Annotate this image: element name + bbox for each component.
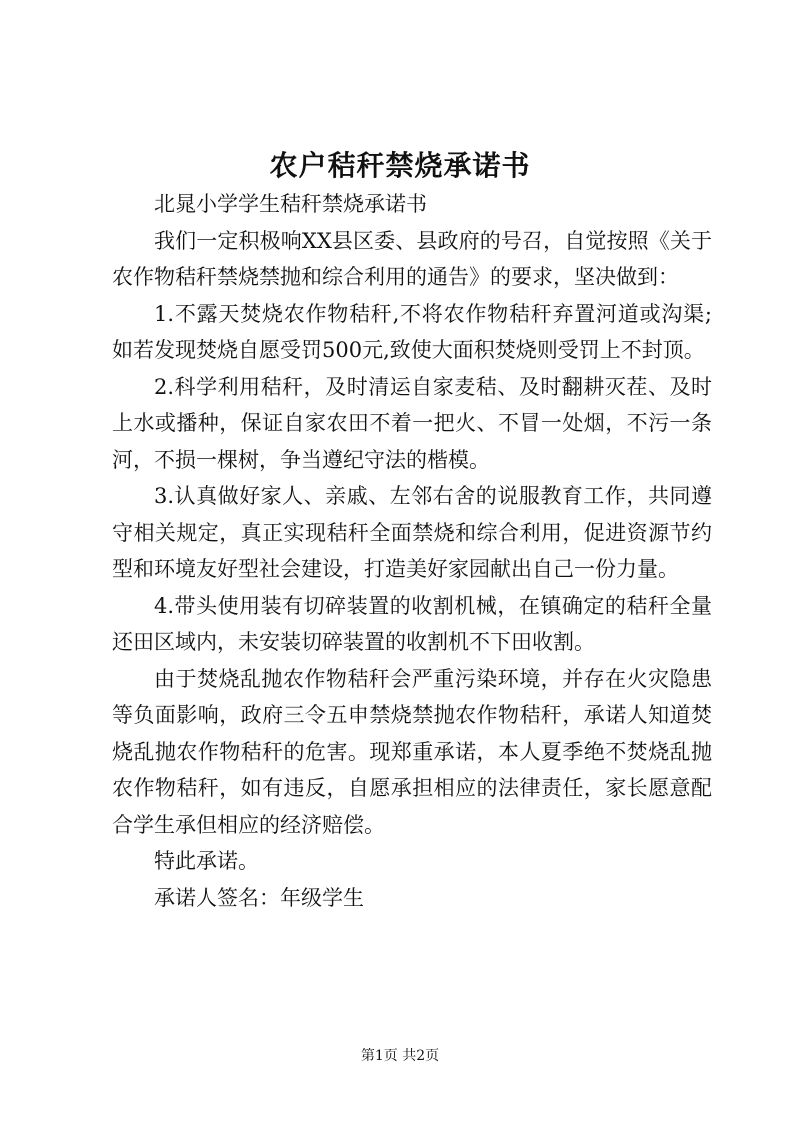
paragraph-item-1: 1.不露天焚烧农作物秸秆,不将农作物秸秆弃置河道或沟渠;如若发现焚烧自愿受罚500元,致使大面积焚烧则受罚上不封顶。 — [112, 301, 712, 362]
document-title: 农户秸秆禁烧承诺书 — [269, 149, 531, 182]
paragraph-intro: 我们一定积极响XX县区委、县政府的号召，自觉按照《关于农作物秸秆禁烧禁抛和综合利用的通告》的要求，坚决做到： — [112, 228, 712, 289]
paragraph-closing: 特此承诺。 — [154, 849, 259, 873]
paragraph-item-3: 3.认真做好家人、亲戚、左邻右舍的说服教育工作，共同遵守相关规定，真正实现秸秆全面禁烧和综合利用，促进资源节约型和环境友好型社会建设，打造美好家园献出自己一份力量。 — [112, 484, 712, 581]
page-number-footer: 第1页 共2页 — [360, 1048, 440, 1064]
paragraph-item-2: 2.科学利用秸秆，及时清运自家麦秸、及时翻耕灭茬、及时上水或播种，保证自家农田不着一把火、不冒一处烟，不污一条河，不损一棵树，争当遵纪守法的楷模。 — [112, 374, 712, 472]
paragraph-commitment: 由于焚烧乱抛农作物秸秆会严重污染环境，并存在火灾隐患等负面影响，政府三令五申禁烧禁抛农作物秸秆，承诺人知道焚烧乱抛农作物秸秆的危害。现郑重承诺，本人夏季绝不焚烧乱抛农作物秸秆，如有违反，自愿承担相应的法律责任，家长愿意配合学生承但相应的经济赔偿。 — [112, 666, 712, 837]
paragraph-heading: 北晁小学学生秸秆禁烧承诺书 — [154, 192, 427, 216]
document-body — [112, 186, 712, 916]
paragraph-item-4: 4.带头使用装有切碎装置的收割机械，在镇确定的秸秆全量还田区域内，未安装切碎装置的收割机不下田收割。 — [112, 593, 712, 654]
paragraph-signature: 承诺人签名：年级学生 — [154, 885, 364, 910]
